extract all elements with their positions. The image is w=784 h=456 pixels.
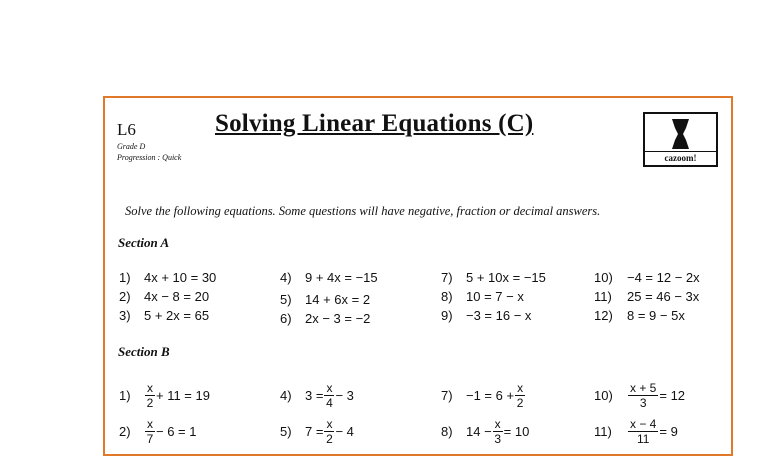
question-a-8: 8) 10 = 7 − x <box>441 288 524 304</box>
question-b-11: 11) $\frac{x - 4}{11}$ = 9 <box>594 416 678 446</box>
logo-text: cazoom! <box>645 151 716 163</box>
section-b-title: Section B <box>118 344 170 359</box>
question-a-3: 3) 5 + 2x = 65 <box>119 307 210 323</box>
fraction: $\frac{x}{2}$ <box>326 416 333 446</box>
question-a-4: 4) 9 + 4x = −15 <box>280 269 378 285</box>
question-a-9: 9) −3 = 16 − x <box>441 307 532 323</box>
question-a-10: 10) −4 = 12 − 2x <box>594 269 700 285</box>
progression-label: Progression : Quick <box>117 153 182 162</box>
worksheet <box>103 96 733 456</box>
question-b-5: 5) 7 = $\frac{x}{2}$ − 4 <box>280 416 354 446</box>
question-b-2: 2) $\frac{x}{7}$ − 6 = 1 <box>119 416 197 446</box>
question-b-7: 7) −1 = 6 + $\frac{x}{2}$ <box>441 380 524 410</box>
grade-label: Grade D <box>117 142 146 151</box>
cazoom-logo <box>643 112 718 167</box>
question-a-2: 2) 4x − 8 = 20 <box>119 288 210 304</box>
question-b-10: 10) $\frac{x + 5}{3}$ = 12 <box>594 380 686 410</box>
question-b-8: 8) 14 − $\frac{x}{3}$ = 10 <box>441 416 530 446</box>
question-a-11: 11) 25 = 46 − 3x <box>594 288 700 304</box>
question-a-12: 12) 8 = 9 − 5x <box>594 307 685 323</box>
question-b-4: 4) 3 = $\frac{x}{4}$ − 3 <box>280 380 354 410</box>
fraction: $\frac{x}{2}$ <box>516 380 524 410</box>
figure-icon <box>645 114 716 154</box>
section-a-title: Section A <box>118 235 170 250</box>
question-a-1: 1) 4x + 10 = 30 <box>119 269 217 285</box>
fraction: $\frac{x}{3}$ <box>494 416 502 446</box>
fraction: $\frac{x}{2}$ <box>146 380 154 410</box>
fraction: $\frac{x}{4}$ <box>326 380 333 410</box>
level-code: L6 <box>117 120 136 139</box>
question-a-6: 6) 2x − 3 = −2 <box>280 310 371 326</box>
question-a-5: 5) 14 + 6x = 2 <box>280 291 371 307</box>
question-b-1: 1) $\frac{x}{2}$ + 11 = 19 <box>119 380 210 410</box>
fraction: $\frac{x + 5}{3}$ <box>630 380 657 410</box>
instructions: Solve the following equations. Some questions will have negative, fraction or decimal answers. <box>125 204 601 218</box>
fraction: $\frac{x}{7}$ <box>146 416 154 446</box>
fraction: $\frac{x - 4}{11}$ <box>630 416 657 446</box>
page-title: Solving Linear Equations (C) <box>215 110 534 137</box>
question-a-7: 7) 5 + 10x = −15 <box>441 269 546 285</box>
